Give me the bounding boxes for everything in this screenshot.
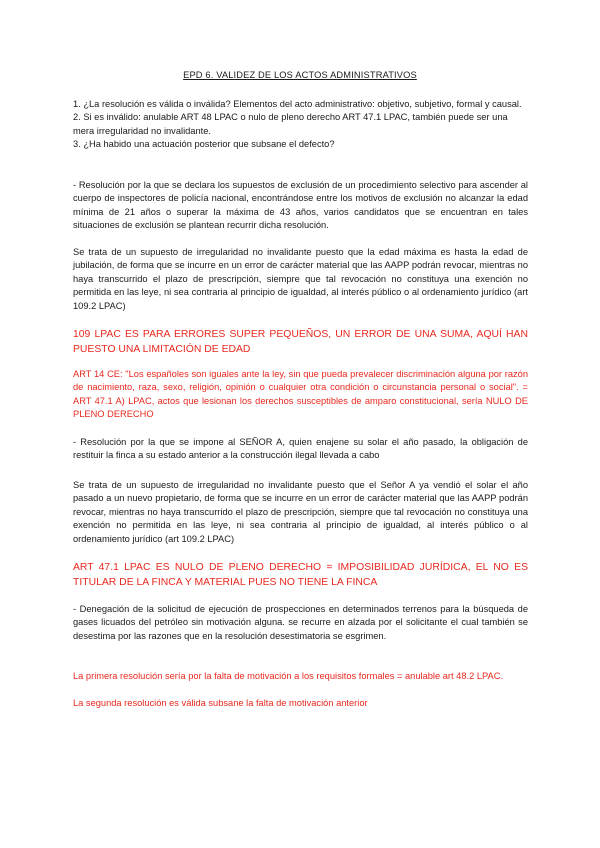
case-3-statement: - Denegación de la solicitud de ejecución de prospecciones en determinados terrenos para la búsqueda de gases licuados del petróleo sin motivación alguna. se recurre en alzada por el solicitante el cual también se desestima por las razones que en la resolución desestimatoria se esgrimen.	[73, 604, 528, 641]
case-1-answer: Se trata de un supuesto de irregularidad no invalidante puesto que la edad máxima es hasta la edad de jubilación, de forma que se incurre en un error de carácter material que las AAPP podrán revocar, mientras no haya transcurrido el plazo de prescripción, siempre que tal revocación no constituya una exención no permitida en las leye, ni sea contraria al principio de igualdad, al interés público o al ordenamiento jurídico (art 109.2 LPAC)	[73, 247, 528, 311]
case-2-statement: - Resolución por la que se impone al SEÑOR A, quien enajene su solar el año pasado, la obligación de restituir la finca a su estado anterior a la construcción ilegal llevada a cabo	[73, 437, 528, 461]
case-1-note-art14: ART 14 CE: "Los españoles son iguales ante la ley, sin que pueda prevalecer discriminación alguna por razón de nacimiento, raza, sexo, religión, opinión o cualquier otra condición o circunstancia personal o social". = ART 47.1 A) LPAC, actos que lesionan los derechos susceptibles de amparo constitucional, sería NULO DE PLENO DERECHO	[73, 369, 528, 420]
case-3-note-1: La primera resolución sería por la falta de motivación a los requisitos formales = anulable art 48.2 LPAC.	[73, 671, 504, 681]
question-2: 2. Si es inválido: anulable ART 48 LPAC o nulo de pleno derecho ART 47.1 LPAC, también puede ser una mera irregularidad no invalidante.	[73, 112, 508, 136]
case-1-statement: - Resolución por la que se declara los supuestos de exclusión de un procedimiento selectivo para ascender al cuerpo de inspectores de policía nacional, encontrándose entre los motivos de exclusión no alcanzar la edad mínima de 21 años o superar la máxima de 43 años, varios candidatos que se encuentran en tales situaciones de exclusión se plantean recurrir dicha resolución.	[73, 180, 528, 231]
case-1-note-109: 109 LPAC ES PARA ERRORES SUPER PEQUEÑOS, UN ERROR DE UNA SUMA, AQUÍ HAN PUESTO UNA LIMITACIÓN DE EDAD	[73, 329, 528, 356]
case-2-note: ART 47.1 LPAC ES NULO DE PLENO DERECHO = IMPOSIBILIDAD JURÍDICA, EL NO ES TITULAR DE LA FINCA Y MATERIAL PUES NO TIENE LA FINCA	[73, 562, 528, 589]
case-3-note-2: La segunda resolución es válida subsane la falta de motivación anterior	[73, 698, 368, 708]
question-3: 3. ¿Ha habido una actuación posterior que subsane el defecto?	[73, 139, 335, 150]
document-title: EPD 6. VALIDEZ DE LOS ACTOS ADMINISTRATIVOS	[183, 70, 417, 80]
case-2-answer: Se trata de un supuesto de irregularidad no invalidante puesto que el Señor A ya vendió el solar el año pasado a un nuevo propietario, de forma que se incurre en un error de carácter material que las AAPP podrán revocar, mientras no haya transcurrido el plazo de prescripción, siempre que tal revocación no constituya una exención no permitida en las leye, ni sea contraria al principio de igualdad, al interés público o al ordenamiento jurídico (art 109.2 LPAC)	[73, 480, 528, 544]
guiding-questions	[73, 98, 528, 152]
question-1: 1. ¿La resolución es válida o inválida? Elementos del acto administrativo: objetivo, subjetivo, formal y causal.	[73, 99, 522, 109]
